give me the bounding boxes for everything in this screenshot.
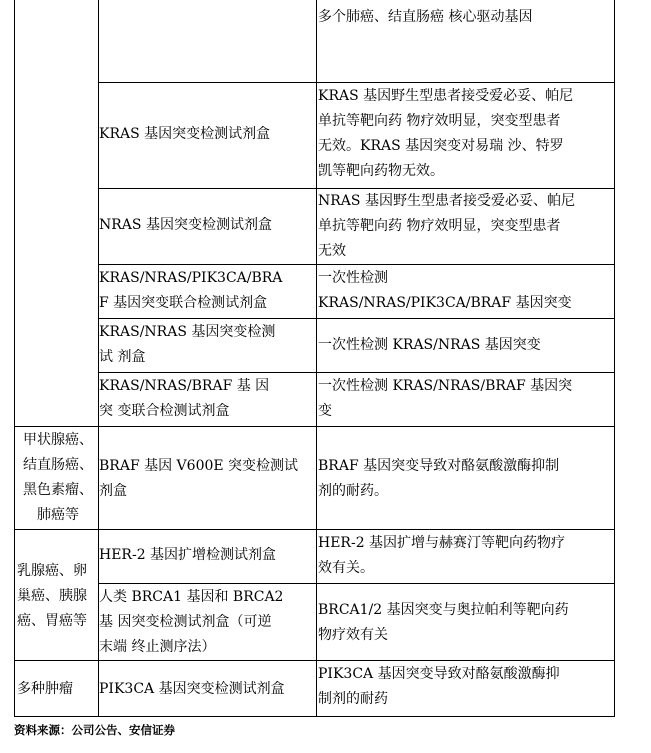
table-border-bottom <box>14 716 615 717</box>
disease-cell: 多种肿瘤 <box>17 681 73 697</box>
significance-cell: 多个肺癌、结直肠癌 核心驱动基因 <box>318 9 533 25</box>
significance-cell: PIK3CA 基因突变导致对酪氨酸激酶抑 制剂的耐药 <box>318 666 560 707</box>
significance-cell: BRAF 基因突变导致对酪氨酸激酶抑制 剂的耐药。 <box>318 458 560 499</box>
significance-cell: KRAS 基因野生型患者接受爱必妥、帕尼 单抗等靶向药 物疗效明显，突变型患者 无效。KRAS 基因突变对易瑞 沙、特罗 凯等靶向药物无效。 <box>318 88 574 179</box>
significance-cell: 一次性检测 KRAS/NRAS 基因突变 <box>318 337 541 353</box>
row-divider <box>98 372 615 373</box>
kit-cell: BRAF 基因 V600E 突变检测试 剂盒 <box>99 458 299 499</box>
row-divider <box>98 264 615 265</box>
table-border-left <box>14 0 15 717</box>
row-divider <box>14 426 615 427</box>
row-divider <box>14 529 615 530</box>
significance-cell: 一次性检测 KRAS/NRAS/PIK3CA/BRAF 基因突变 <box>318 270 572 311</box>
significance-cell: NRAS 基因野生型患者接受爱必妥、帕尼 单抗等靶向药 物疗效明显，突变型患者 无效 <box>318 193 575 259</box>
disease-cell: 乳腺癌、卵 巢癌、胰腺 癌、胃癌等 <box>17 563 87 629</box>
kit-cell: KRAS 基因突变检测试剂盒 <box>99 126 271 142</box>
kit-cell: PIK3CA 基因突变检测试剂盒 <box>99 681 285 697</box>
kit-cell: KRAS/NRAS/PIK3CA/BRA F 基因突变联合检测试剂盒 <box>99 270 283 311</box>
kit-cell: KRAS/NRAS 基因突变检测 试 剂盒 <box>99 324 276 365</box>
significance-cell: 一次性检测 KRAS/NRAS/BRAF 基因突 变 <box>318 378 573 419</box>
kit-cell: HER-2 基因扩增检测试剂盒 <box>99 547 277 563</box>
significance-cell: HER-2 基因扩增与赫赛汀等靶向药物疗 效有关。 <box>318 535 566 576</box>
row-divider <box>98 82 615 83</box>
row-divider <box>98 583 615 584</box>
table-border-right <box>614 0 615 717</box>
kit-cell: 人类 BRCA1 基因和 BRCA2 基 因突变检测试剂盒（可逆 末端 终止测序法） <box>99 589 284 655</box>
significance-cell: BRCA1/2 基因突变与奥拉帕利等靶向药 物疗效有关 <box>318 602 569 643</box>
kit-cell: NRAS 基因突变检测试剂盒 <box>99 217 272 233</box>
disease-cell: 甲状腺癌、 结直肠癌、 黑色素瘤、 肺癌等 <box>23 432 93 523</box>
row-divider <box>98 318 615 319</box>
column-divider-2 <box>316 0 317 717</box>
kit-cell: KRAS/NRAS/BRAF 基 因 突 变联合检测试剂盒 <box>99 378 270 419</box>
row-divider <box>14 660 615 661</box>
source-note: 资料来源：公司公告、安信证券 <box>14 723 175 737</box>
